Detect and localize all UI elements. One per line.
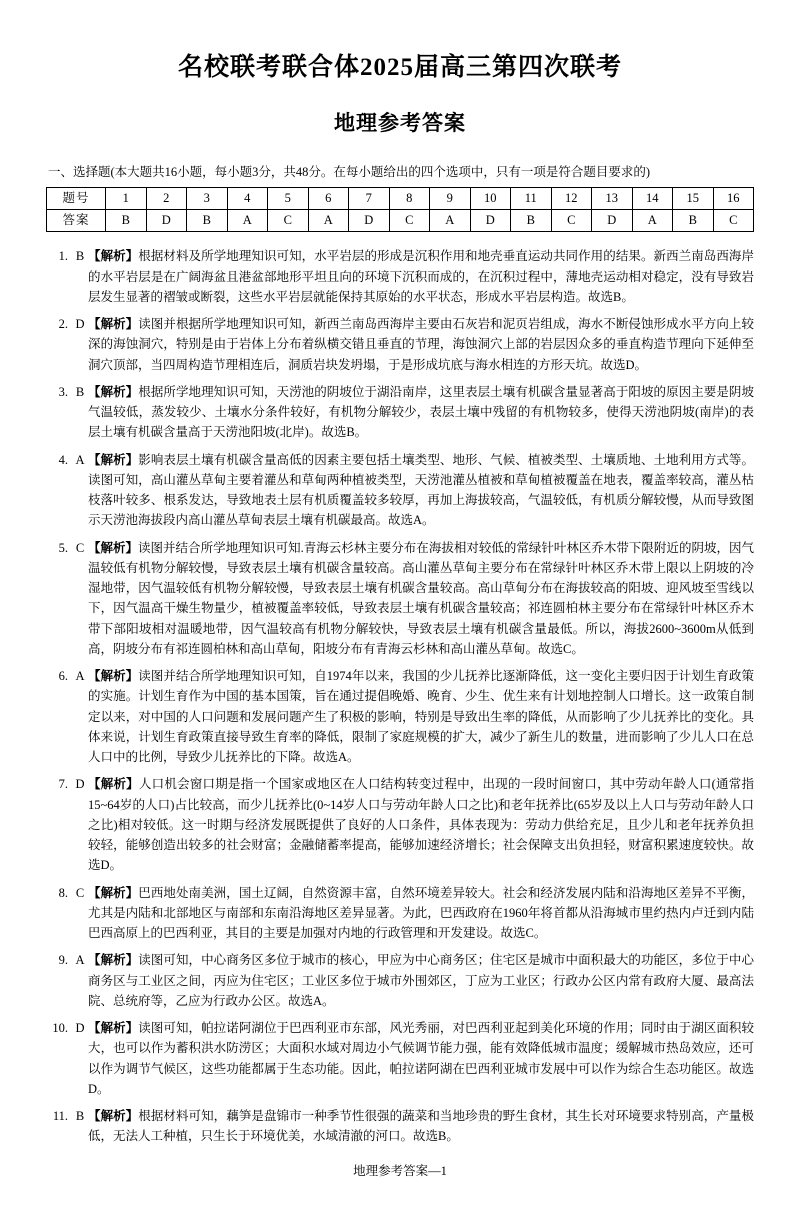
question-number: 7.: [58, 777, 68, 792]
question-answer: D: [75, 1021, 85, 1035]
table-cell: 7: [349, 188, 390, 210]
list-item: [46, 774, 754, 875]
table-cell: B: [106, 210, 147, 232]
table-row-answers: [47, 210, 754, 232]
explanation-text: 人口机会窗口期是指一个国家或地区在人口结构转变过程中，出现的一段时间窗口，其中劳动年龄人口(通常指15~64岁的人口)占比较高，而少儿抚养比(0~14岁人口与劳动年龄人口之比)和老年抚养比(65岁及以上人口与劳动年龄人口之比)相对较低。这一时期与经济发展既提供了良好的人口条件，具体表现为：劳动力供给充足，且少儿和老年抚养负担较轻，能够创造出较多的社会财富；金融储蓄率提高，能够加速经济增长；社会保障支出负担轻，财富积累速度较快。故选D。: [88, 777, 754, 873]
table-cell: A: [632, 210, 673, 232]
question-number: 5.: [58, 540, 68, 555]
explanation-tag: 【解析】: [88, 317, 139, 331]
answer-key-table: [46, 187, 754, 232]
question-explanation: [88, 666, 754, 767]
list-item: [46, 246, 754, 307]
table-cell: C: [268, 210, 309, 232]
question-answer: A: [75, 452, 85, 467]
list-item: [46, 450, 754, 531]
question-answer: C: [75, 885, 85, 900]
question-number: 4.: [58, 452, 68, 467]
question-answer: C: [75, 540, 85, 555]
list-item: [46, 1018, 754, 1099]
question-answer: B: [75, 384, 85, 399]
table-cell: 5: [268, 188, 309, 210]
table-cell: 10: [470, 188, 511, 210]
table-cell: A: [430, 210, 471, 232]
table-cell: 16: [713, 188, 754, 210]
list-item: [46, 883, 754, 944]
question-answer: B: [75, 1109, 85, 1123]
question-explanation: [88, 538, 754, 660]
question-answer: D: [75, 777, 85, 792]
question-number: 3.: [58, 384, 68, 399]
question-answer: A: [75, 953, 85, 968]
question-answer: D: [75, 317, 85, 331]
table-cell: 6: [308, 188, 349, 210]
explanation-tag: 【解析】: [88, 1109, 139, 1123]
explanation-tag: 【解析】: [88, 540, 139, 555]
explanation-tag: 【解析】: [88, 669, 139, 683]
explanation-text: 读图并根据所学地理知识可知，新西兰南岛西海岸主要由石灰岩和泥页岩组成，海水不断侵蚀形成水平方向上较深的海蚀洞穴，特别是由于岩体上分布着纵横交错且垂直的节理，海蚀洞穴上部的岩层因众多的垂直构造节理向下延伸至洞穴顶部，当四周构造节理相连后，洞质岩块发坍塌，于是形成坑底与海水相连的方形天坑。故选D。: [88, 317, 754, 372]
explanation-tag: 【解析】: [88, 777, 139, 792]
table-cell: 3: [187, 188, 228, 210]
page-title: 名校联考联合体2025届高三第四次联考: [177, 54, 622, 81]
table-cell: D: [470, 210, 511, 232]
table-cell: C: [713, 210, 754, 232]
list-item: [46, 950, 754, 1011]
explanation-tag: 【解析】: [88, 452, 139, 467]
table-cell: A: [308, 210, 349, 232]
table-cell: 15: [673, 188, 714, 210]
question-explanation: [88, 1106, 754, 1147]
explanation-text: 读图并结合所学地理知识可知，自1974年以来，我国的少儿抚养比逐渐降低，这一变化主要归因于计划生育政策的实施。计划生育作为中国的基本国策，旨在通过提倡晚婚、晚育、少生、优生来有计划地控制人口增长。这一政策自制定以来，对中国的人口问题和发展问题产生了积极的影响，特别是导致出生率的降低，从而影响了少儿抚养比的变化。具体来说，计划生育政策直接导致生育率的降低，限制了家庭规模的扩大，减少了新生儿的数量，进而影响了少儿人口在总人口中的比例，导致少儿抚养比的下降。故选A。: [88, 669, 754, 764]
question-number: 1.: [58, 249, 68, 264]
table-cell: 2: [146, 188, 187, 210]
question-number: 11.: [52, 1109, 68, 1123]
question-number: 8.: [58, 885, 68, 900]
question-explanation: [88, 950, 754, 1011]
table-cell: C: [389, 210, 430, 232]
table-cell: B: [673, 210, 714, 232]
page-footer: 地理参考答案—1: [353, 1163, 447, 1178]
question-explanation: [88, 314, 754, 375]
list-item: [46, 382, 754, 443]
table-cell: D: [146, 210, 187, 232]
table-cell: 9: [430, 188, 471, 210]
question-explanation: [88, 246, 754, 307]
table-cell: A: [227, 210, 268, 232]
row-label-answer: 答案: [47, 210, 106, 232]
table-cell: 1: [106, 188, 147, 210]
explanation-tag: 【解析】: [88, 953, 139, 968]
explanation-tag: 【解析】: [88, 1021, 139, 1035]
question-explanation: [88, 382, 754, 443]
table-cell: D: [349, 210, 390, 232]
explanation-tag: 【解析】: [88, 384, 139, 399]
page-subtitle: 地理参考答案: [334, 110, 466, 135]
table-cell: D: [592, 210, 633, 232]
question-answer: B: [75, 249, 85, 264]
table-cell: 13: [592, 188, 633, 210]
question-explanation: [88, 774, 754, 875]
question-explanation: [88, 883, 754, 944]
question-answer: A: [75, 669, 85, 683]
list-item: [46, 1106, 754, 1147]
table-cell: 4: [227, 188, 268, 210]
table-cell: 8: [389, 188, 430, 210]
question-number: 2.: [58, 317, 68, 331]
explanation-list: [46, 246, 754, 1146]
explanation-text: 根据所学地理知识可知，天涝池的阴坡位于湖沿南岸，这里表层土壤有机碳含量显著高于阳坡的原因主要是阴坡气温较低，蒸发较少、土壤水分条件较好，有机物分解较少，表层土壤中残留的有机物较多，使得天涝池阴坡(南岸)的表层土壤有机碳含量高于天涝池阳坡(北岸)。故选B。: [88, 384, 754, 440]
explanation-tag: 【解析】: [88, 249, 139, 264]
question-number: 10.: [52, 1021, 68, 1035]
list-item: [46, 538, 754, 660]
explanation-text: 读图可知，中心商务区多位于城市的核心，甲应为中心商务区；住宅区是城市中面积最大的功能区，多位于中心商务区与工业区之间，丙应为住宅区；工业区多位于城市外围郊区，丁应为工业区；行政办公区内常有政府大厦、最高法院、总统府等，乙应为行政办公区。故选A。: [88, 953, 754, 1008]
table-cell: 11: [511, 188, 552, 210]
explanation-text: 读图可知，帕拉诺阿湖位于巴西利亚市东部，风光秀丽，对巴西利亚起到美化环境的作用；同时由于湖区面积较大，也可以作为蓄积洪水防涝区；大面积水域对周边小气候调节能力强，能有效降低城市温度；缓解城市热岛效应，还可以作为调节气候区，这些功能都属于生态功能。因此，帕拉诺阿湖在巴西利亚城市发展中可以作为综合生态功能区。故选D。: [88, 1021, 754, 1096]
list-item: [46, 314, 754, 375]
table-cell: C: [551, 210, 592, 232]
question-number: 9.: [58, 953, 68, 968]
table-cell: 14: [632, 188, 673, 210]
table-cell: 12: [551, 188, 592, 210]
question-explanation: [88, 1018, 754, 1099]
explanation-text: 影响表层土壤有机碳含量高低的因素主要包括土壤类型、地形、气候、植被类型、土壤质地、土地利用方式等。读图可知，高山灌丛草甸主要着灌丛和草甸两种植被类型，天涝池灌丛植被和草甸植被覆盖在地表，覆盖率较高，灌丛枯枝落叶较多、根系发达，导致地表土层有机质覆盖较多较厚，再加上海拔较高，气温较低，有机质分解较慢，从而导致图示天涝池海拔段内高山灌丛草甸表层土壤有机碳最高。故选A。: [88, 452, 754, 528]
explanation-text: 根据材料及所学地理知识可知，水平岩层的形成是沉积作用和地壳垂直运动共同作用的结果。新西兰南岛西海岸的水平岩层是在广阔海盆且港盆部地形平坦且向的环境下沉积而成的，在沉积过程中，薄地壳运动相对稳定，没有导致岩层发生显著的褶皱或断裂，这些水平岩层就能保持其原始的水平状态，形成水平岩层构造。故选B。: [88, 249, 754, 304]
row-label-question: 题号: [47, 188, 106, 210]
table-cell: B: [187, 210, 228, 232]
list-item: [46, 666, 754, 767]
explanation-text: 根据材料可知，藕笋是盘锦市一种季节性很强的蔬菜和当地珍贵的野生食材，其生长对环境要求特别高，产量极低，无法人工种植，只生长于环境优美，水域清澈的河口。故选B。: [88, 1109, 754, 1144]
explanation-text: 读图并结合所学地理知识可知.青海云杉林主要分布在海拔相对较低的常绿针叶林区乔木带下限附近的阴坡，因气温较低有机物分解较慢，导致表层土壤有机碳含量较高。高山灌丛草甸主要分布在常绿针叶林区乔木带上限以上阴坡的冷湿地带，因气温较低有机物分解较慢，导致表层土壤有机碳含量较高。高山草甸分布在海拔较高的阳坡、迎风坡至雪线以下，因气温高干燥生物量少，植被覆盖率较低，导致表层土壤有机碳含量较高；祁连圆柏林主要分布在常绿针叶林区乔木带下部阳坡相对温暖地带，因气温较高有机物分解较快，导致表层土壤有机碳含量最低。所以，海拔2600~3600m从低到高，阴坡分布有祁连圆柏林和高山草甸，阳坡分布有青海云杉林和高山灌丛草甸。故选C。: [88, 540, 754, 656]
explanation-tag: 【解析】: [88, 885, 139, 900]
table-cell: B: [511, 210, 552, 232]
question-explanation: [88, 450, 754, 531]
question-number: 6.: [58, 669, 68, 683]
explanation-text: 巴西地处南美洲，国土辽阔，自然资源丰富，自然环境差异较大。社会和经济发展内陆和沿海地区差异不平衡，尤其是内陆和北部地区与南部和东南沿海地区差异显著。为此，巴西政府在1960年将首都从沿海城市里约热内卢迁到内陆巴西高原上的巴西利亚，其目的主要是加强对内地的行政管理和开发建设。故选C。: [88, 885, 754, 940]
section-heading: 一、选择题(本大题共16小题，每小题3分，共48分。在每小题给出的四个选项中，只有一项是符合题目要求的): [48, 164, 651, 179]
table-row-question-numbers: [47, 188, 754, 210]
